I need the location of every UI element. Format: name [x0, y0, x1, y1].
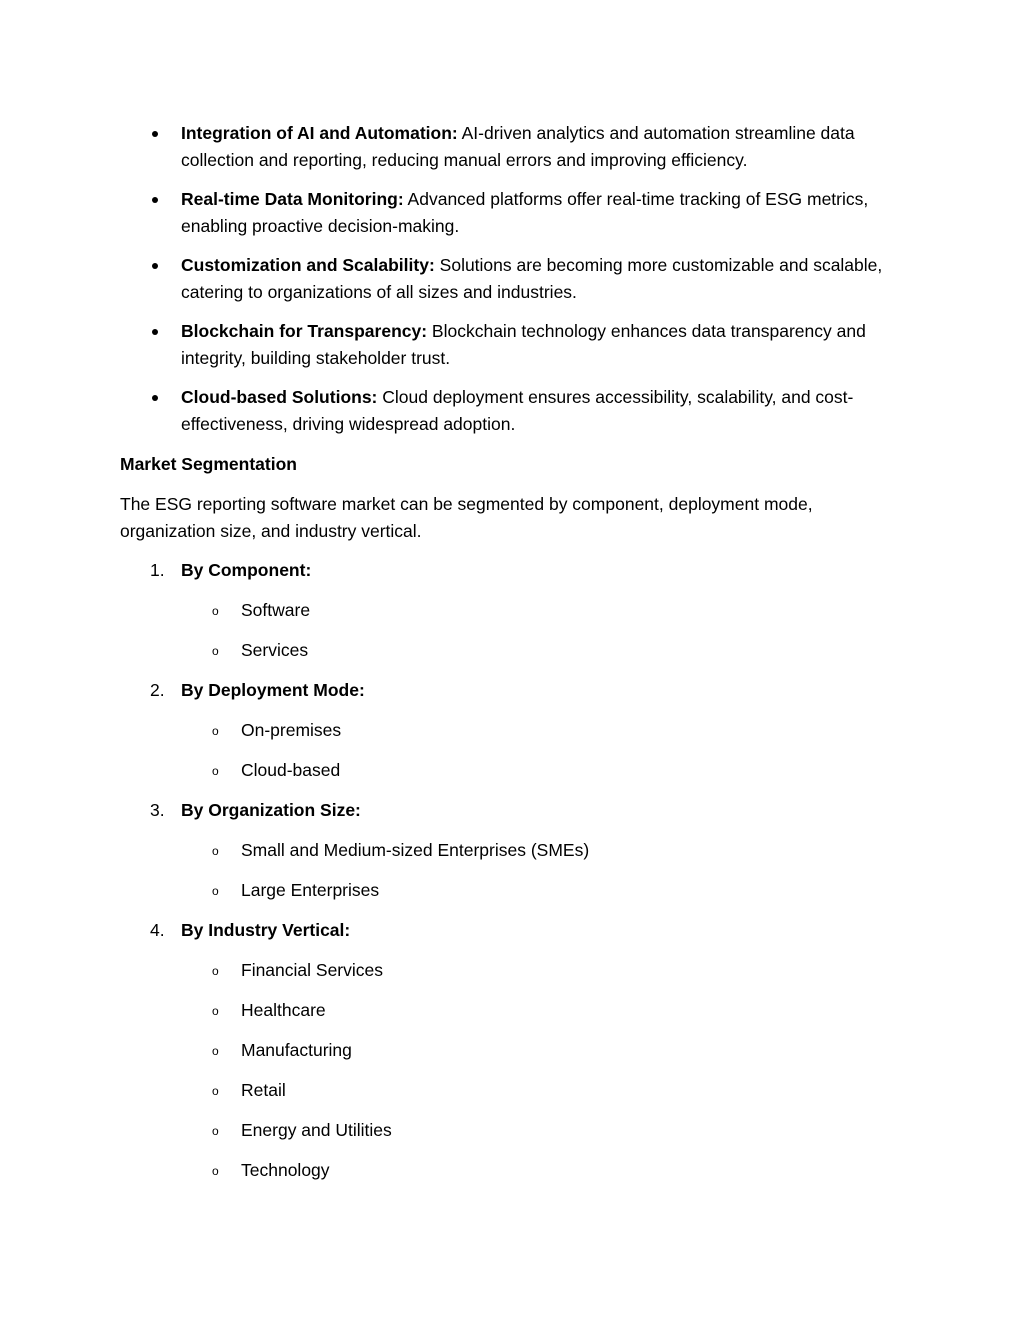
- sub-item-label: On-premises: [241, 720, 342, 740]
- segment-number: 2.: [150, 680, 165, 700]
- segment-heading: [120, 677, 900, 717]
- bullet-icon: [152, 131, 158, 137]
- circle-bullet-icon: o: [212, 1164, 219, 1178]
- circle-bullet-icon: o: [212, 644, 219, 658]
- segment-group: [120, 797, 900, 917]
- list-item: [120, 1077, 900, 1117]
- list-item: [120, 757, 900, 797]
- bullet-icon: [152, 395, 158, 401]
- trend-title: Customization and Scalability:: [181, 255, 435, 275]
- list-item: [120, 997, 900, 1037]
- segment-title: By Deployment Mode:: [181, 680, 365, 700]
- list-item: [120, 957, 900, 997]
- circle-bullet-icon: o: [212, 1084, 219, 1098]
- trend-text: AI-driven analytics and automation streamline data collection and reporting, reducing manual errors and improving efficiency.: [181, 123, 855, 170]
- sub-item-label: Software: [241, 600, 311, 620]
- list-item: [120, 637, 900, 677]
- bullet-icon: [152, 329, 158, 335]
- circle-bullet-icon: o: [212, 964, 219, 978]
- trend-title: Blockchain for Transparency:: [181, 321, 428, 341]
- segment-sub-list: [120, 717, 900, 797]
- trend-text: Advanced platforms offer real-time tracking of ESG metrics, enabling proactive decision-making.: [181, 189, 869, 236]
- sub-item-label: Large Enterprises: [241, 880, 380, 900]
- bullet-icon: [152, 263, 158, 269]
- segment-heading: [120, 917, 900, 957]
- list-item: [120, 1037, 900, 1077]
- segmentation-list: [120, 557, 900, 1197]
- list-item: [120, 186, 910, 239]
- list-item: [120, 120, 910, 173]
- segment-number: 3.: [150, 800, 165, 820]
- circle-bullet-icon: o: [212, 1044, 219, 1058]
- sub-item-label: Healthcare: [241, 1000, 326, 1020]
- bullet-icon: [152, 197, 158, 203]
- segment-title: By Industry Vertical:: [181, 920, 351, 940]
- trend-text: Blockchain technology enhances data transparency and integrity, building stakeholder trust.: [181, 321, 866, 368]
- trend-title: Integration of AI and Automation:: [181, 123, 458, 143]
- sub-item-label: Services: [241, 640, 309, 660]
- segment-group: [120, 557, 900, 677]
- section-heading: Market Segmentation: [120, 454, 297, 474]
- segment-number: 1.: [150, 560, 165, 580]
- circle-bullet-icon: o: [212, 604, 219, 618]
- trend-text: Cloud deployment ensures accessibility, scalability, and cost-effectiveness, driving widespread adoption.: [181, 387, 854, 434]
- segment-title: By Organization Size:: [181, 800, 361, 820]
- segment-title: By Component:: [181, 560, 312, 580]
- segment-number: 4.: [150, 920, 165, 940]
- circle-bullet-icon: o: [212, 724, 219, 738]
- segment-group: [120, 677, 900, 797]
- list-item: [120, 318, 910, 371]
- list-item: [120, 1117, 900, 1157]
- sub-item-label: Manufacturing: [241, 1040, 352, 1060]
- circle-bullet-icon: o: [212, 884, 219, 898]
- sub-item-label: Energy and Utilities: [241, 1120, 392, 1140]
- trend-text: Solutions are becoming more customizable and scalable, catering to organizations of all sizes and industries.: [181, 255, 883, 302]
- segment-sub-list: [120, 957, 900, 1197]
- trend-bullet-list: [120, 120, 910, 450]
- sub-item-label: Retail: [241, 1080, 286, 1100]
- segment-sub-list: [120, 597, 900, 677]
- trend-title: Real-time Data Monitoring:: [181, 189, 404, 209]
- list-item: [120, 1157, 900, 1197]
- circle-bullet-icon: o: [212, 1124, 219, 1138]
- list-item: [120, 837, 900, 877]
- segment-group: [120, 917, 900, 1197]
- sub-item-label: Cloud-based: [241, 760, 341, 780]
- circle-bullet-icon: o: [212, 844, 219, 858]
- segment-sub-list: [120, 837, 900, 917]
- segment-heading: [120, 557, 900, 597]
- list-item: [120, 717, 900, 757]
- list-item: [120, 384, 910, 437]
- intro-paragraph: The ESG reporting software market can be segmented by component, deployment mode, organization size, and industry vertical.: [120, 494, 813, 541]
- sub-item-label: Small and Medium-sized Enterprises (SMEs): [241, 840, 590, 860]
- trend-title: Cloud-based Solutions:: [181, 387, 378, 407]
- sub-item-label: Financial Services: [241, 960, 383, 980]
- list-item: [120, 877, 900, 917]
- circle-bullet-icon: o: [212, 1004, 219, 1018]
- list-item: [120, 252, 910, 305]
- circle-bullet-icon: o: [212, 764, 219, 778]
- segment-heading: [120, 797, 900, 837]
- sub-item-label: Technology: [241, 1160, 330, 1180]
- list-item: [120, 597, 900, 637]
